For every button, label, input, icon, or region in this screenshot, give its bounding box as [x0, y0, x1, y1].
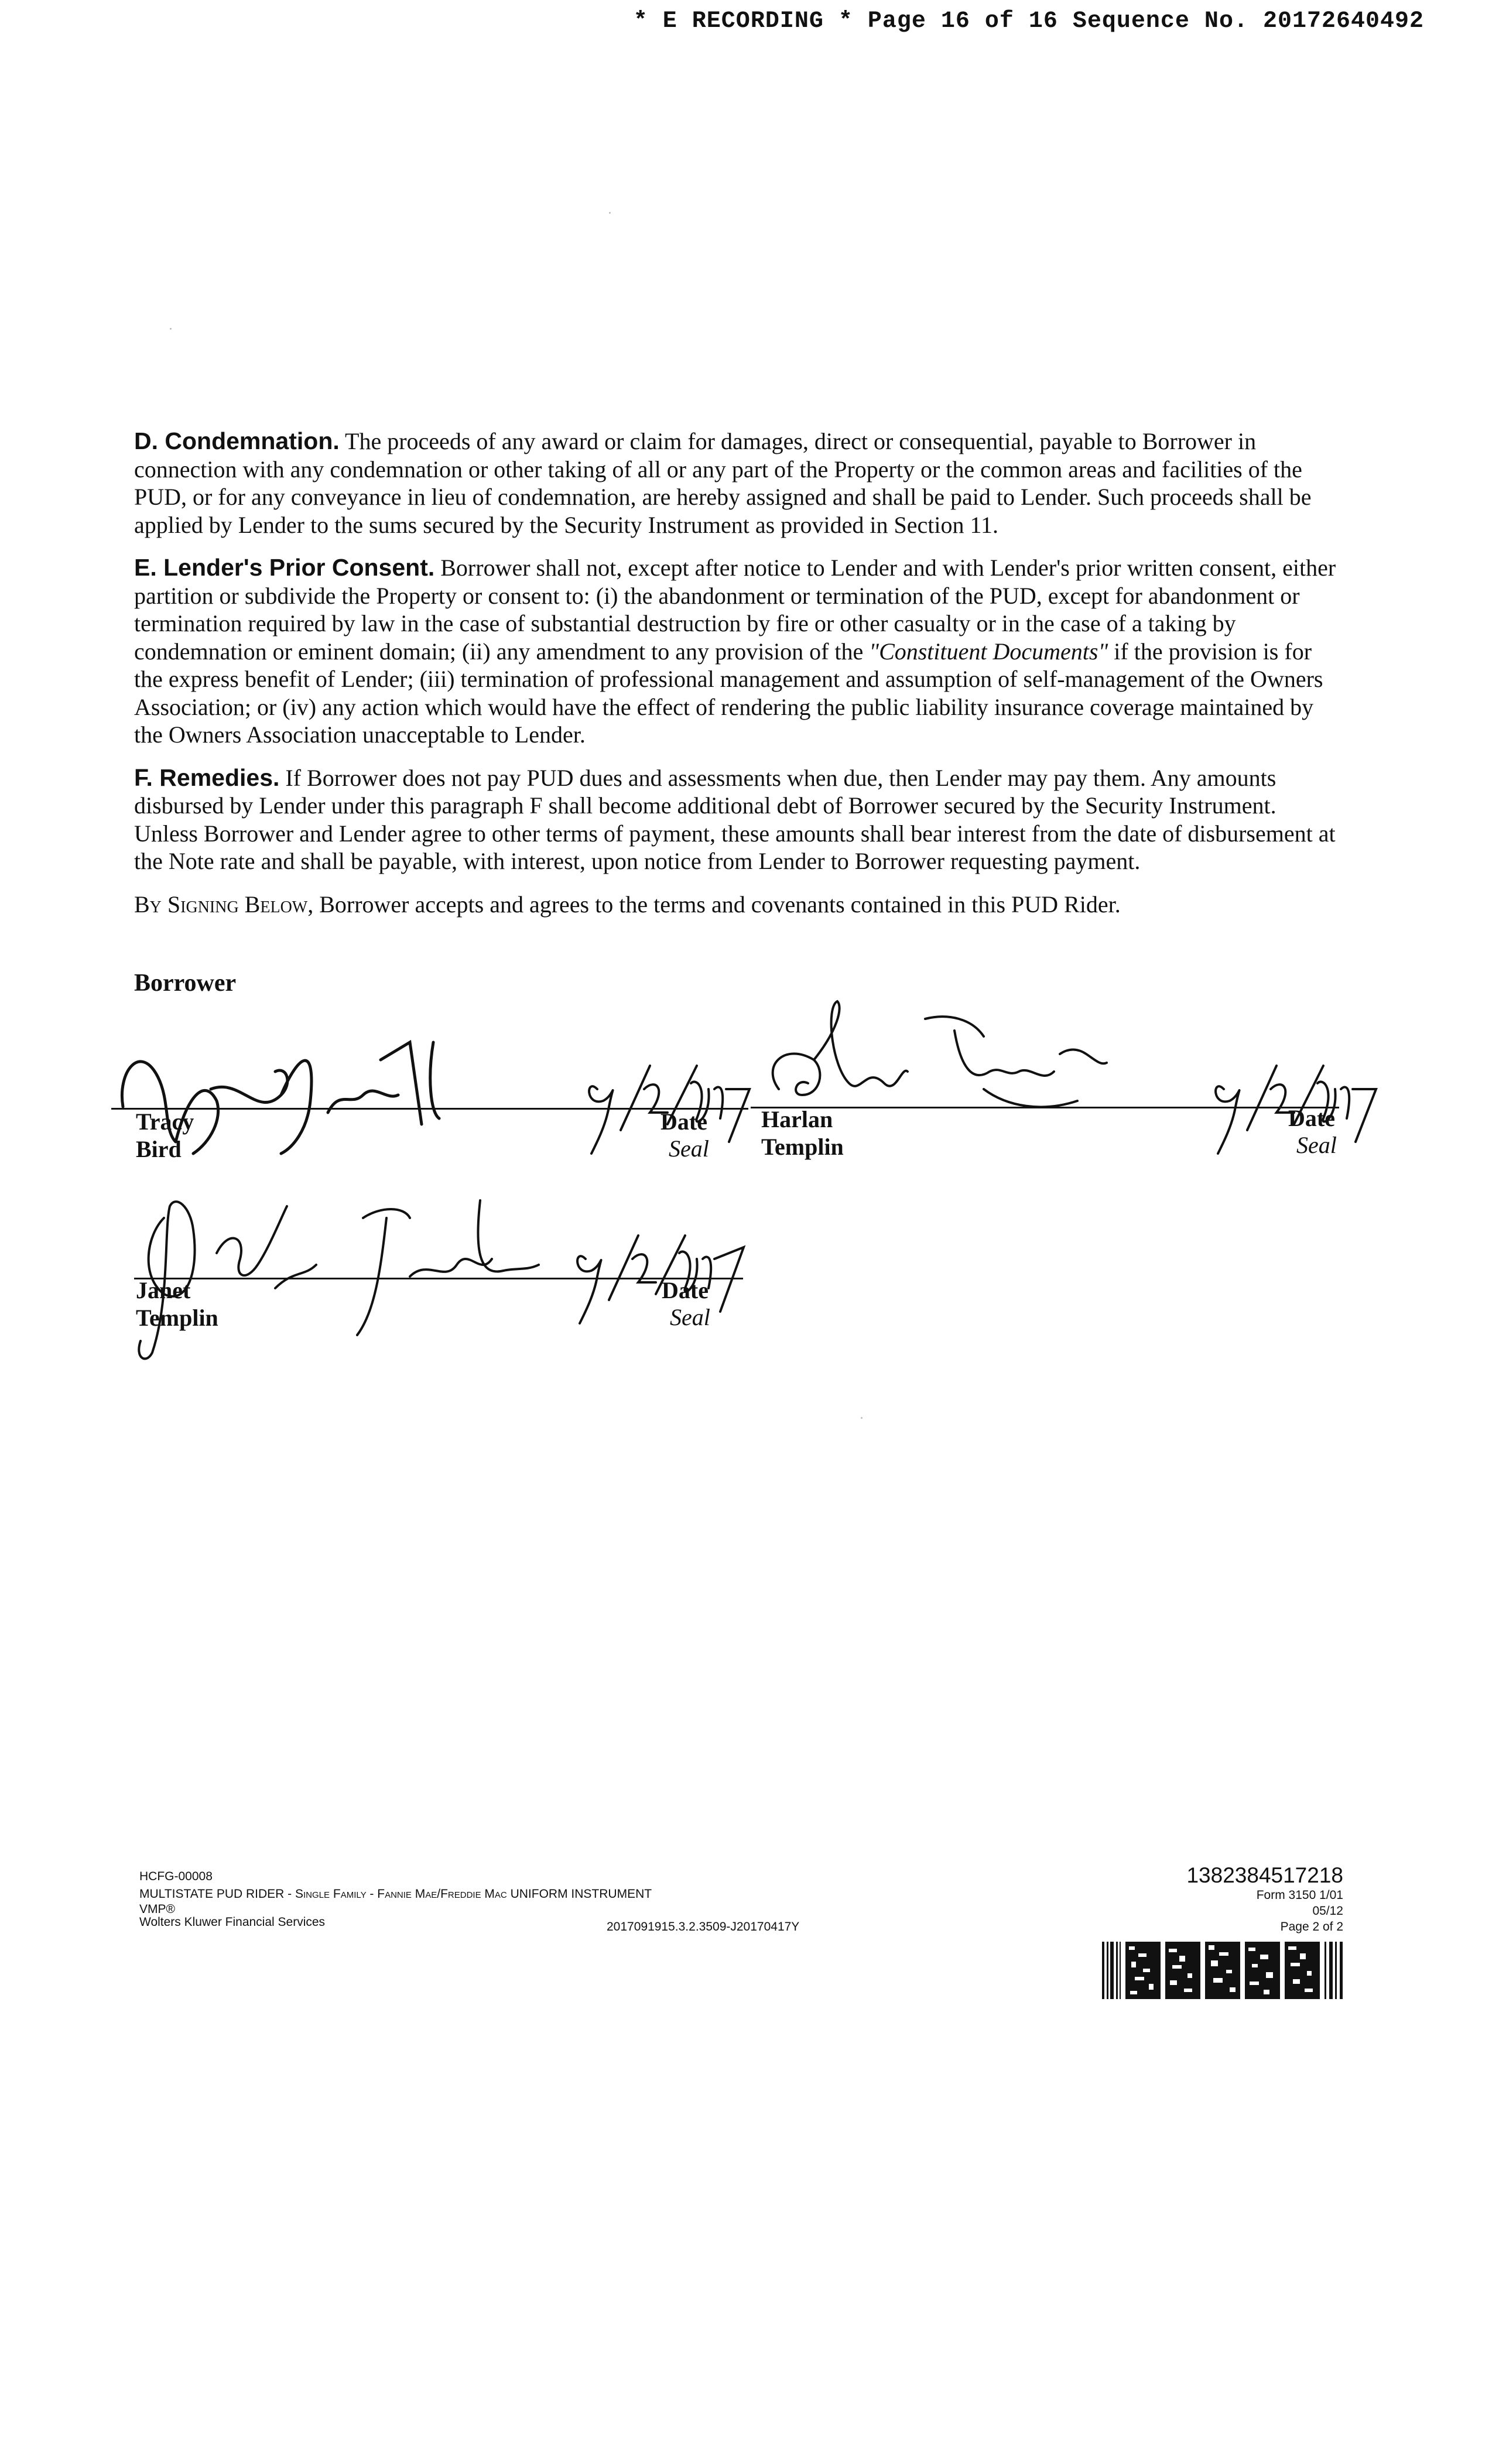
handwritten-date-janet-templin	[568, 1224, 755, 1329]
footer-vmp: VMP®	[139, 1902, 175, 1916]
date-label-janet-templin: Date	[662, 1277, 709, 1303]
footer-doc-id: 2017091915.3.2.3509-J20170417Y	[607, 1920, 800, 1933]
section-d-text: The proceeds of any award or claim for damages, direct or consequential, payable to Borrower in connection with any condemnation or other taking of all or any part of the Property or the common areas and facilities of the PUD, or for any conveyance in lieu of condemnation, are hereby assigned and shall be paid to Lender. Such proceeds shall be applied by Lender to the sums secured by the Security Instrument as provided in Section 11.	[134, 428, 1312, 538]
footer-publisher: Wolters Kluwer Financial Services	[139, 1915, 326, 1929]
seal-label-harlan-templin: Seal	[1296, 1132, 1337, 1158]
scan-speck	[861, 1417, 863, 1419]
section-e-italic: "Constituent Documents"	[869, 638, 1108, 665]
footer-form-title: MULTISTATE PUD RIDER - Single Family - Fannie Mae/Freddie Mac UNIFORM INSTRUMENT	[139, 1887, 652, 1901]
section-e	[134, 554, 1340, 749]
page-number: Page 2 of 2	[1280, 1920, 1343, 1933]
scan-speck	[170, 328, 172, 330]
section-d-heading: D. Condemnation.	[134, 427, 340, 454]
recording-header: * E RECORDING * Page 16 of 16 Sequence No. 20172640492	[633, 8, 1424, 35]
signer-name-harlan-templin: Harlan Templin	[761, 1106, 844, 1160]
date-label-tracy-bird: Date	[660, 1108, 707, 1135]
section-e-heading: E. Lender's Prior Consent.	[134, 554, 435, 581]
footer-left	[139, 1868, 652, 1929]
section-e-text-b: if the provision is for the express benefit of Lender; (iii) termination of professional management and assumption of self-management of the Owners Association; or (iv) any action which would have the effect of rendering the public liability insurance coverage maintained by the Owners Association unacceptable to Lender.	[134, 638, 1323, 748]
borrower-label: Borrower	[134, 970, 237, 997]
barcode-image	[1102, 1942, 1343, 1999]
section-f-heading: F. Remedies.	[134, 764, 280, 791]
seal-label-tracy-bird: Seal	[669, 1135, 709, 1162]
scan-speck	[609, 212, 611, 214]
section-d	[134, 427, 1340, 539]
rider-body	[134, 427, 1340, 933]
signer-name-janet-templin: Janet Templin	[136, 1277, 218, 1331]
section-f	[134, 764, 1340, 875]
signer-name-tracy-bird: Tracy Bird	[136, 1108, 194, 1162]
form-number: Form 3150 1/01	[1256, 1888, 1343, 1902]
section-f-text: If Borrower does not pay PUD dues and assessments when due, then Lender may pay them. Any amounts disbursed by Lender under this paragraph F shall become additional debt of Borrower secured by the Security Instrument. Unless Borrower and Lender agree to other terms of payment, these amounts shall bear interest from the date of disbursement at the Note rate and shall be payable, with interest, upon notice from Lender to Borrower requesting payment.	[134, 764, 1336, 874]
signing-statement	[134, 891, 1340, 919]
section-e-text-a: Borrower shall not, except after notice to Lender and with Lender's prior written consent, either partition or subdivide the Property or consent to: (i) the abandonment or termination of the PUD, except for abandonment or termination required by law in the case of substantial destruction by fire or other casualty or in the case of a taking by condemnation or eminent domain; (ii) any amendment to any provision of the	[134, 555, 1336, 665]
seal-label-janet-templin: Seal	[670, 1304, 710, 1330]
signing-text: Borrower accepts and agrees to the terms and covenants contained in this PUD Rider.	[313, 891, 1121, 918]
footer-right	[1186, 1864, 1343, 1935]
form-revision: 05/12	[1312, 1904, 1343, 1918]
date-label-harlan-templin: Date	[1288, 1105, 1335, 1131]
handwritten-date-tracy-bird	[580, 1054, 755, 1159]
signing-small-caps: By Signing Below,	[134, 891, 314, 918]
loan-number: 1382384517218	[1186, 1863, 1343, 1887]
footer-code: HCFG-00008	[139, 1870, 213, 1883]
handwritten-date-harlan-templin	[1206, 1054, 1382, 1159]
